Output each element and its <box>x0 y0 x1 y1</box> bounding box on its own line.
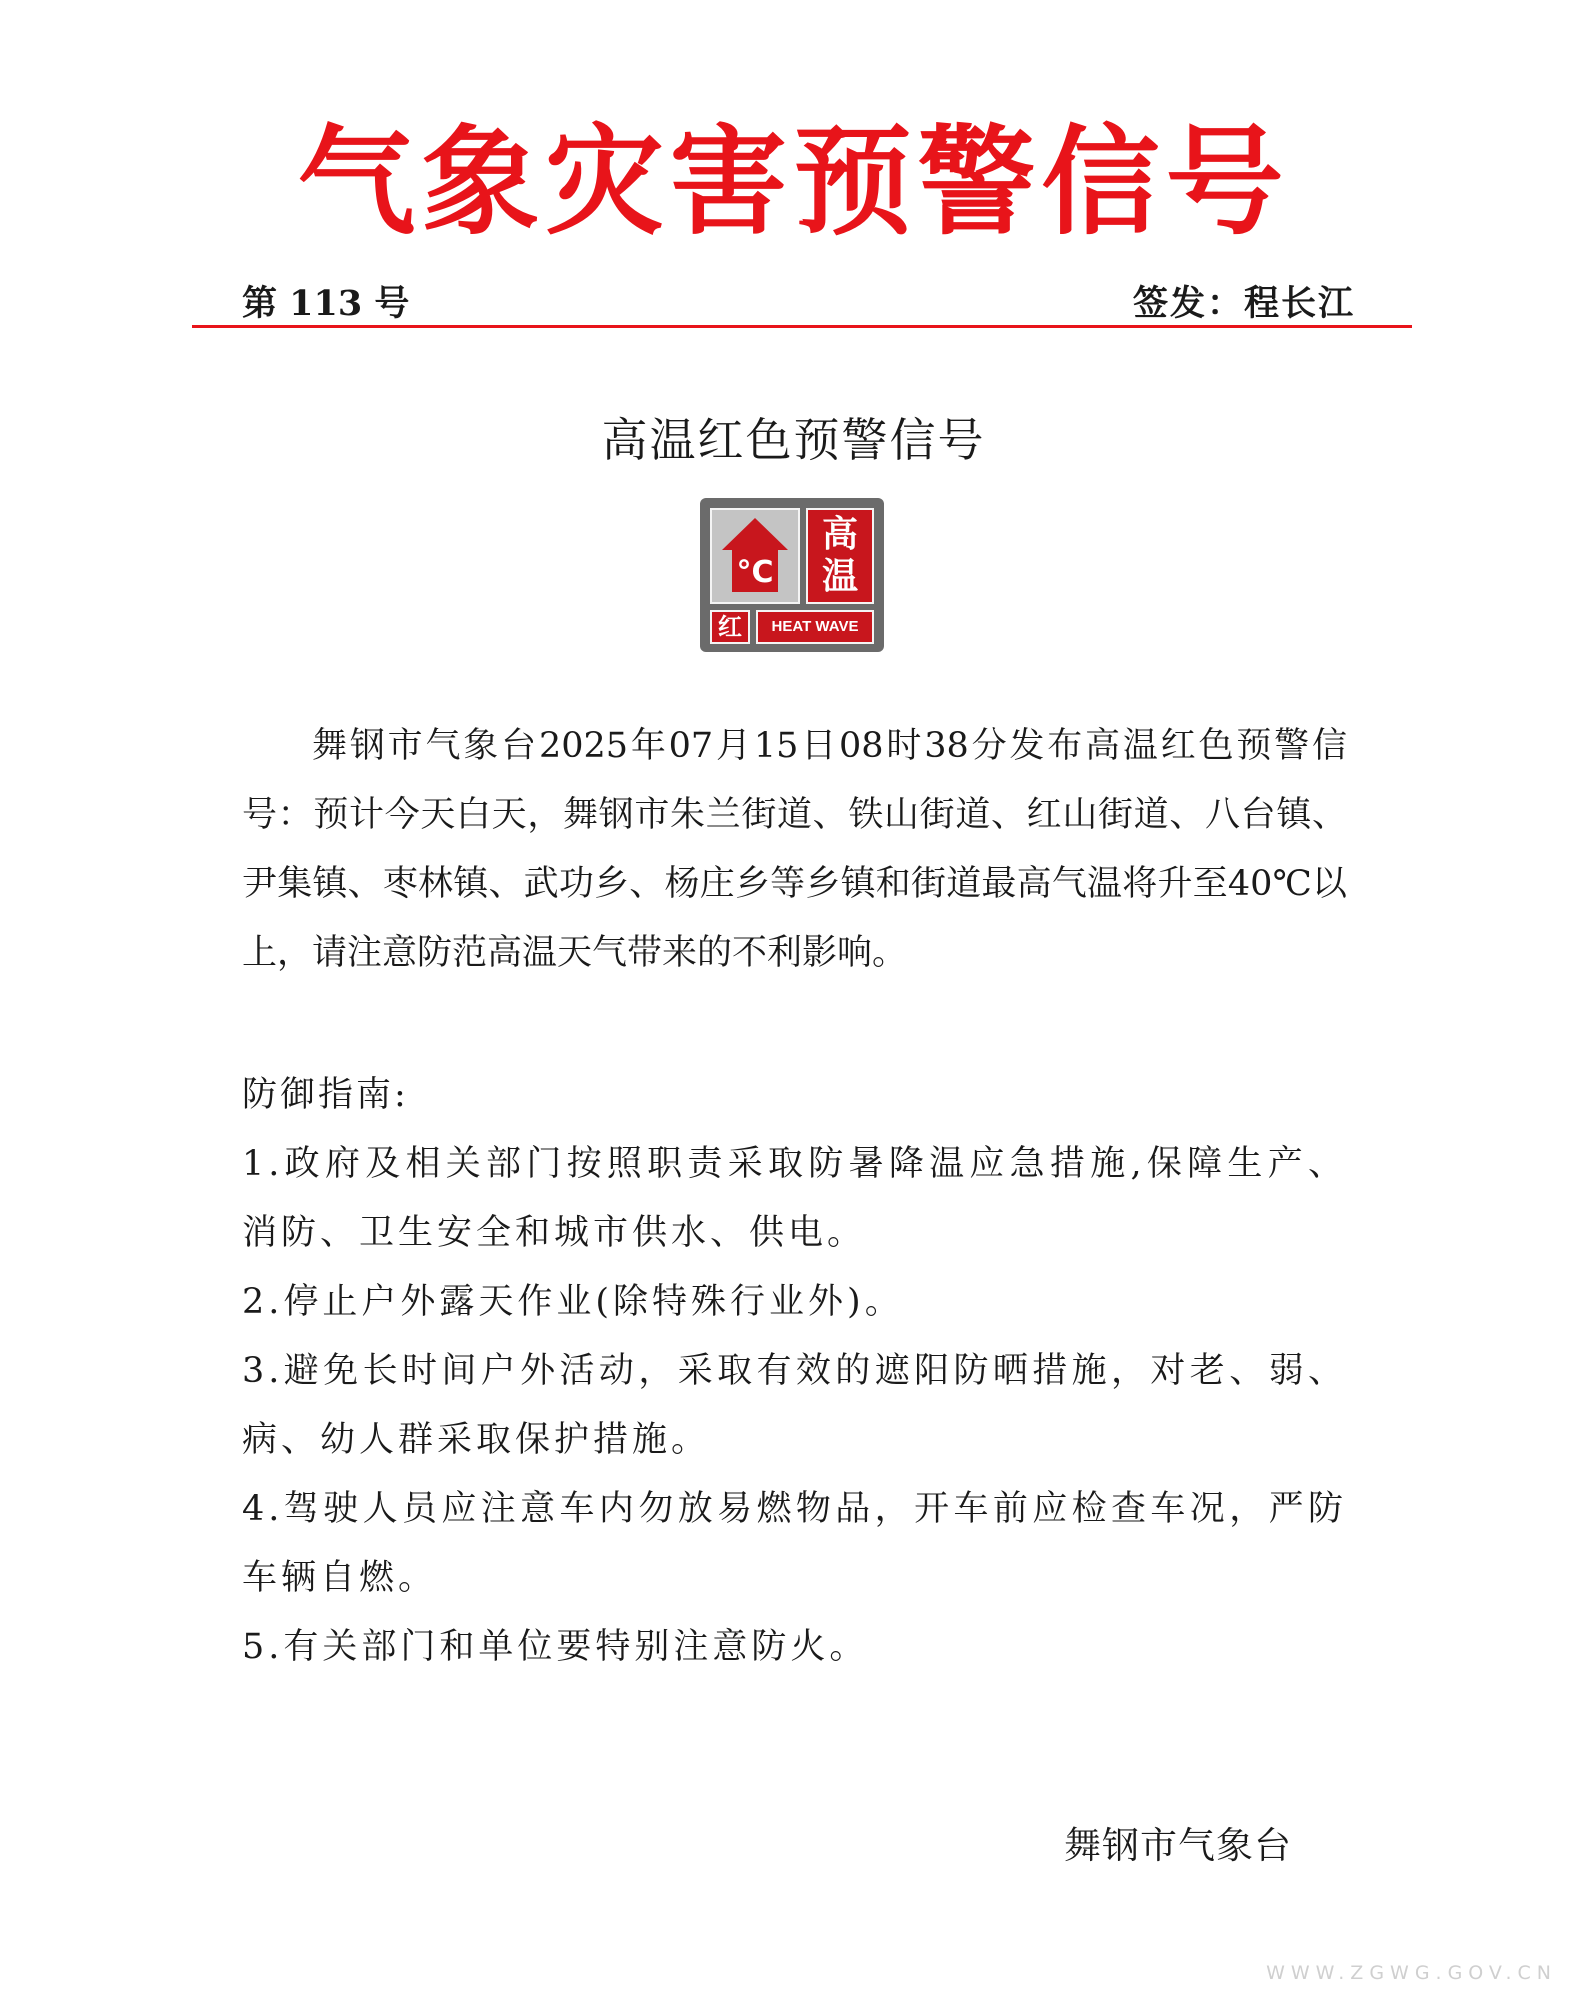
icon-level-label: 红 <box>710 610 750 644</box>
banner-title: 气象灾害预警信号 <box>297 113 1290 251</box>
icon-char-wen: 温 <box>821 556 858 597</box>
heat-wave-red-warning-icon <box>700 498 884 652</box>
list-item: 2.停止户外露天作业(除特殊行业外)。 <box>242 1282 904 1322</box>
warning-body-text: 舞钢市气象台2025年07月15日08时38分发布高温红色预警信号：预计今天白天，舞钢市朱兰街道、铁山街道、红山街道、八台镇、尹集镇、枣林镇、武功乡、杨庄乡等乡镇和街道最高气温将升至40℃以上，请注意防范高温天气带来的不利影响。 <box>242 726 1347 973</box>
signer: 签发：程长江 <box>1132 283 1355 324</box>
celsius-symbol: °C <box>736 555 774 590</box>
site-watermark: WWW.ZGWG.GOV.CN <box>1266 1962 1557 1984</box>
house-shape-icon <box>712 510 798 602</box>
icon-label-panel <box>806 508 874 604</box>
document-title: 高温红色预警信号 <box>601 413 986 467</box>
list-item: 3.避免长时间户外活动，采取有效的遮阳防晒措施，对老、弱、病、幼人群采取保护措施。 <box>242 1351 1347 1460</box>
issue-number: 第 113 号 <box>242 283 410 324</box>
header-divider <box>192 325 1412 328</box>
list-item: 5.有关部门和单位要特别注意防火。 <box>242 1627 869 1667</box>
icon-caption: HEAT WAVE <box>756 610 874 644</box>
icon-char-gao: 高 <box>821 514 858 555</box>
issuer-signature: 舞钢市气象台 <box>1064 1824 1292 1867</box>
list-item: 1.政府及相关部门按照职责采取防暑降温应急措施,保障生产、消防、卫生安全和城市供水、供电。 <box>242 1144 1347 1253</box>
house-thermometer-icon <box>710 508 800 604</box>
defense-guide-heading: 防御指南: <box>242 1075 409 1115</box>
defense-guide-list <box>242 1130 1347 1682</box>
list-item: 4.驾驶人员应注意车内勿放易燃物品，开车前应检查车况，严防车辆自燃。 <box>242 1489 1347 1598</box>
